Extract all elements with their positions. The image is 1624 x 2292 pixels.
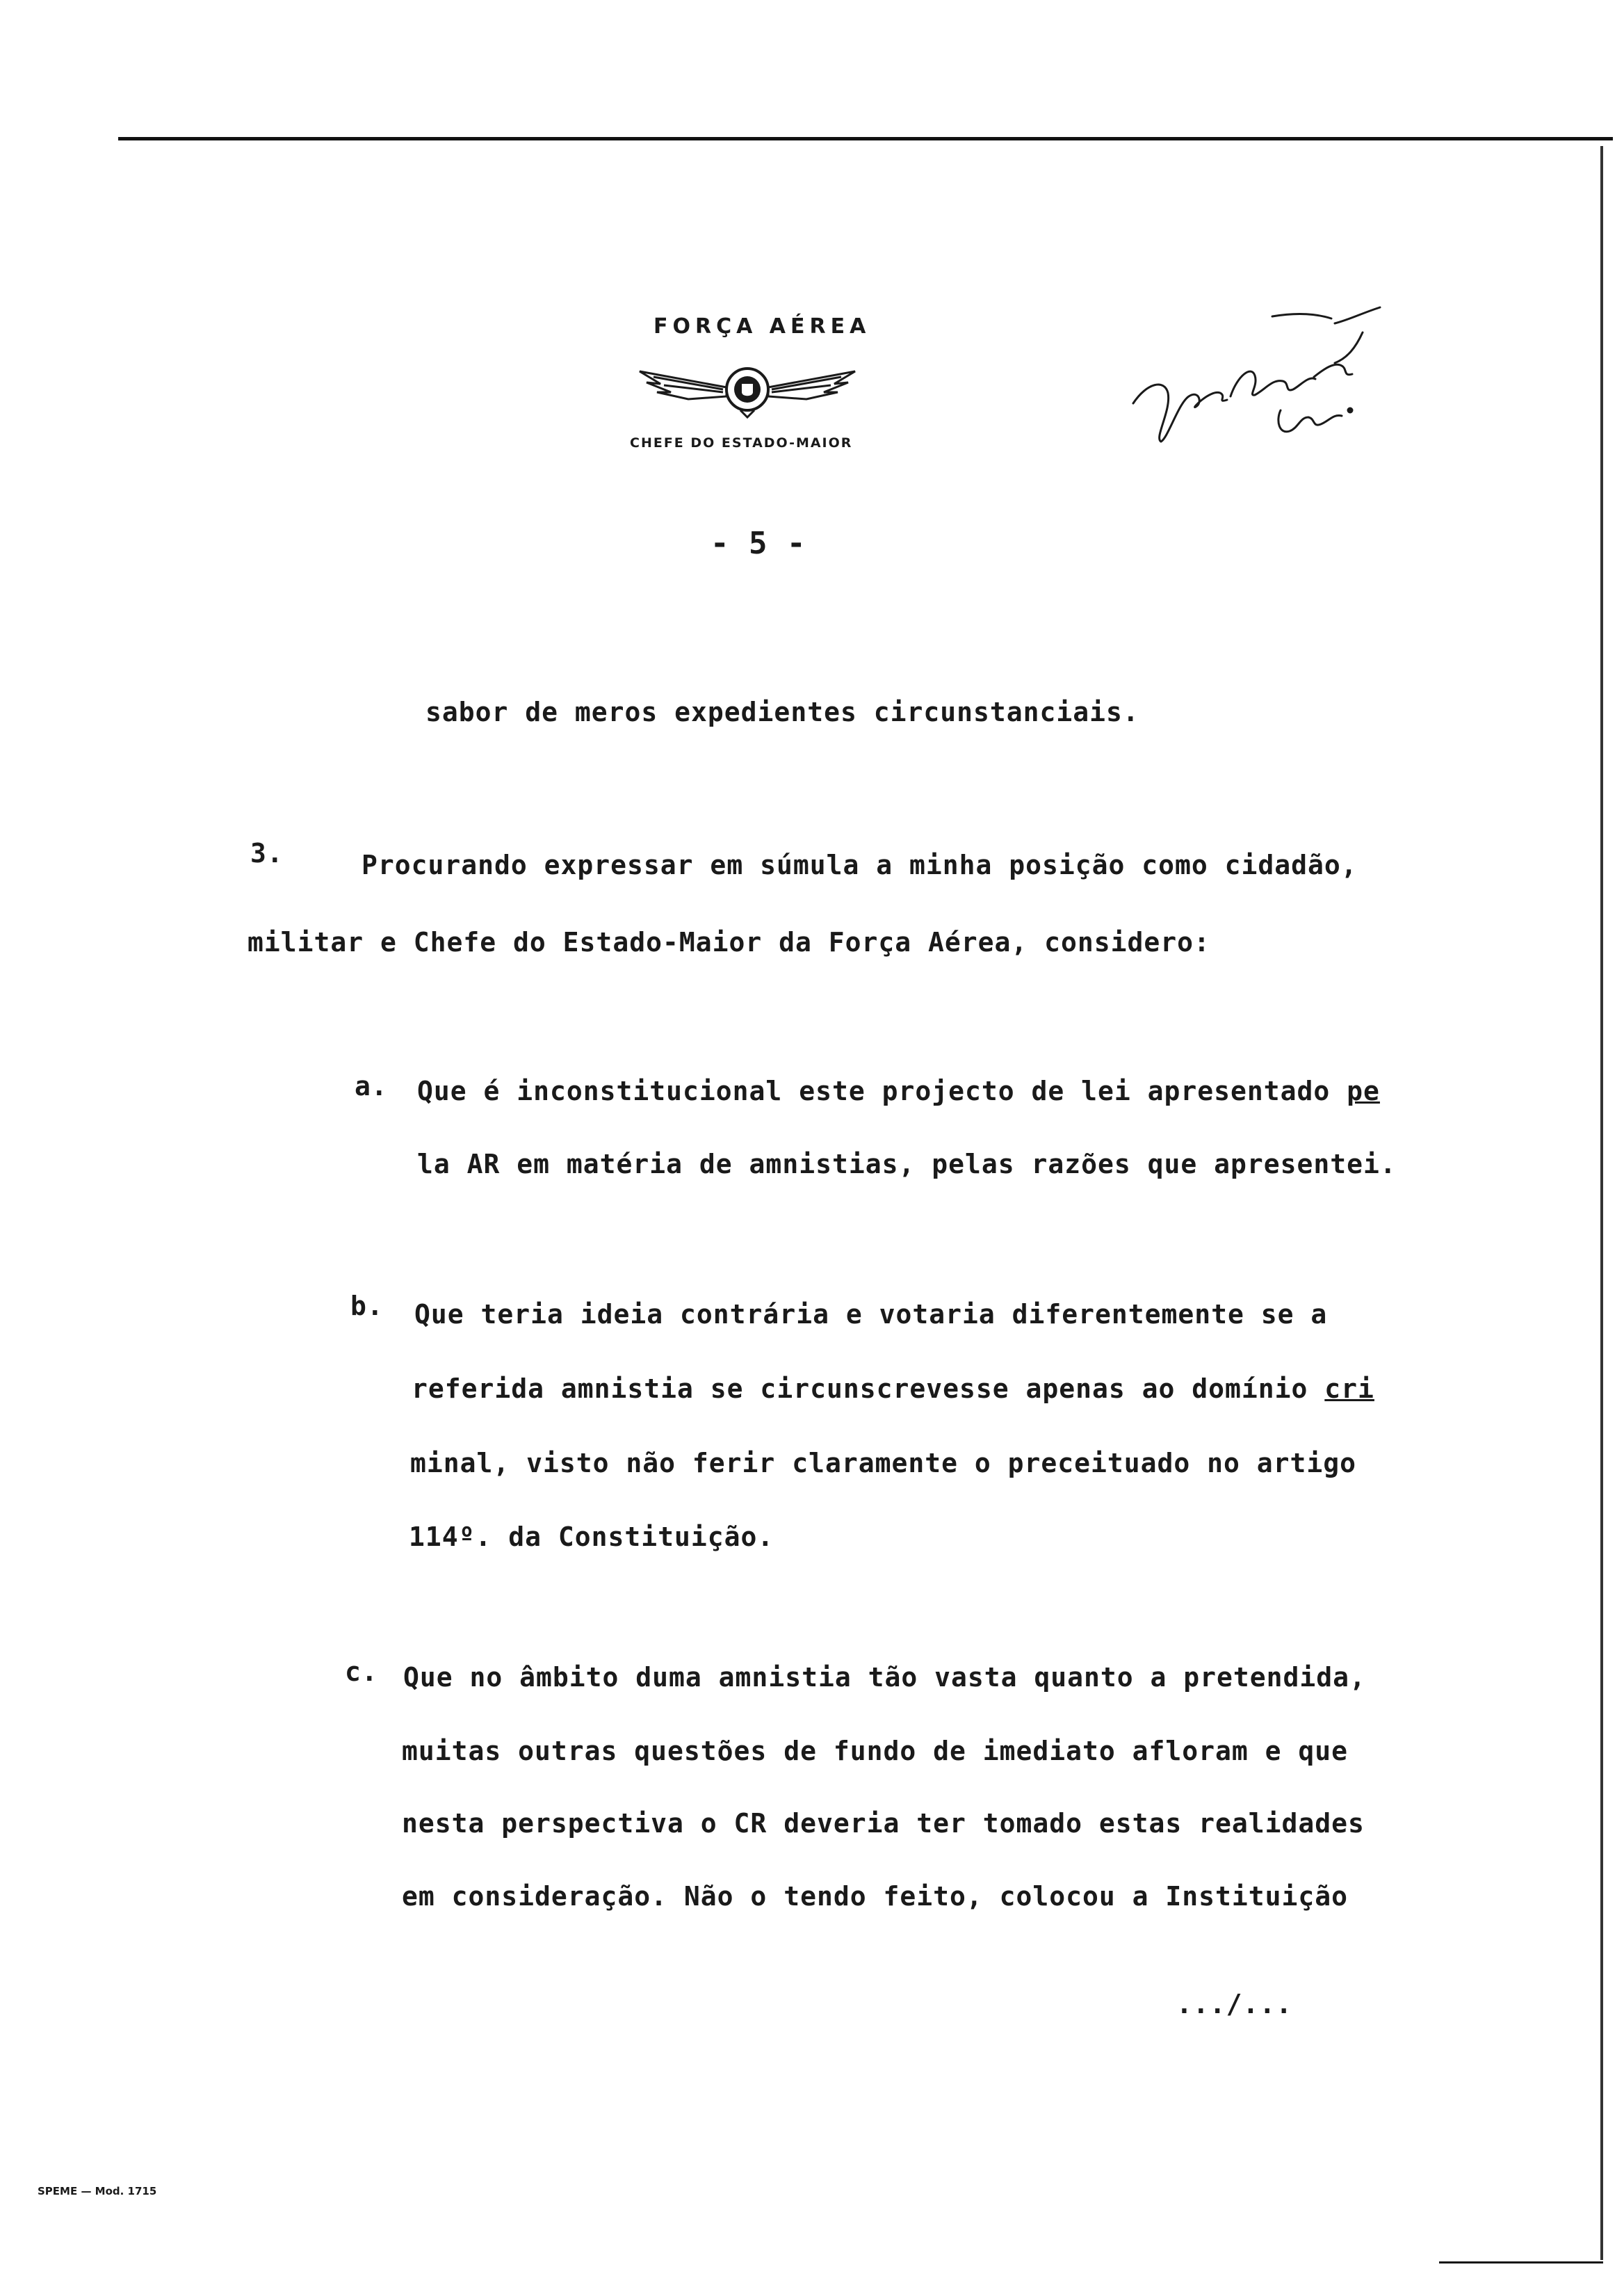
item-line: Que no âmbito duma amnistia tão vasta quanto a pretendida, xyxy=(403,1662,1366,1693)
section-line: militar e Chefe do Estado-Maior da Força Aérea, considero: xyxy=(247,927,1210,958)
item-marker: b. xyxy=(350,1291,384,1321)
form-mark: SPEME — Mod. 1715 xyxy=(38,2185,157,2197)
item-line: 114º. da Constituição. xyxy=(409,1522,774,1552)
item-line: la AR em matéria de amnistias, pelas razões que apresentei. xyxy=(417,1149,1397,1179)
right-paper-edge xyxy=(1600,146,1603,2260)
item-line: referida amnistia se circunscrevesse apenas ao domínio cri xyxy=(412,1373,1374,1404)
header-subtitle: CHEFE DO ESTADO-MAIOR xyxy=(630,435,853,451)
item-line: minal, visto não ferir claramente o preceituado no artigo xyxy=(410,1448,1357,1478)
continuation-mark: .../... xyxy=(1176,1989,1293,2019)
header-title: FORÇA AÉREA xyxy=(653,314,871,339)
section-line: Procurando expressar em súmula a minha posição como cidadão, xyxy=(362,850,1358,880)
item-line: muitas outras questões de fundo de imediato afloram e que xyxy=(402,1736,1349,1766)
item-line: em consideração. Não o tendo feito, colocou a Instituição xyxy=(402,1881,1349,1912)
item-line: Que teria ideia contrária e votaria diferentemente se a xyxy=(414,1299,1328,1330)
winged-emblem-icon xyxy=(633,356,862,419)
intro-line: sabor de meros expedientes circunstanciais. xyxy=(425,697,1139,727)
section-number: 3. xyxy=(250,838,284,869)
handwritten-signature xyxy=(1126,299,1390,452)
item-line: Que é inconstitucional este projecto de lei apresentado pe xyxy=(417,1076,1380,1106)
page-number: - 5 - xyxy=(710,526,806,561)
item-line: nesta perspectiva o CR deveria ter tomado estas realidades xyxy=(402,1808,1365,1839)
item-marker: c. xyxy=(345,1656,378,1687)
item-marker: a. xyxy=(355,1071,388,1101)
top-paper-edge xyxy=(118,137,1613,140)
bottom-paper-edge xyxy=(1439,2261,1603,2263)
